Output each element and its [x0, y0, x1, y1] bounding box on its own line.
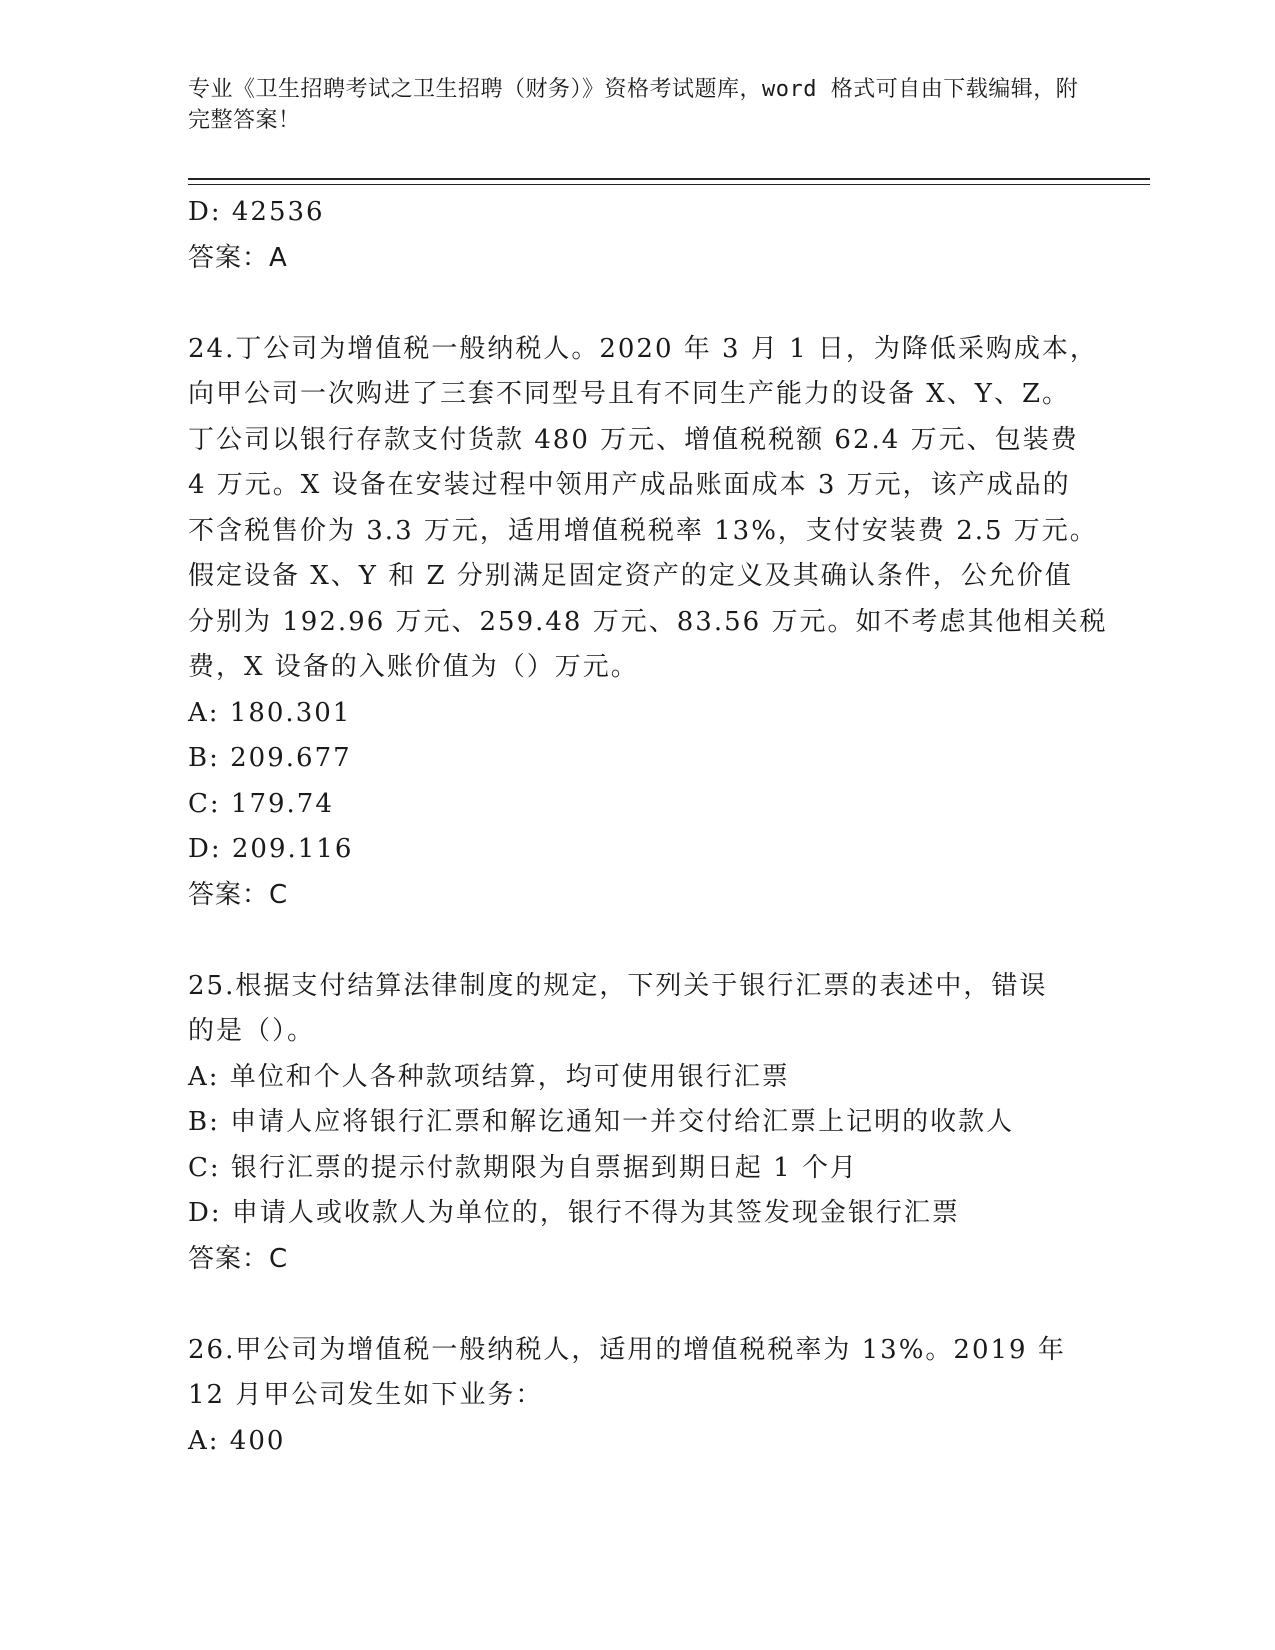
question-24-line: 不含税售价为 3.3 万元，适用增值税税率 13%，支付安装费 2.5 万元。 [188, 515, 1098, 546]
header-divider-thick [188, 178, 1150, 180]
document-body [188, 190, 1108, 1464]
question-25-line: 25.根据支付结算法律制度的规定，下列关于银行汇票的表述中，错误 [188, 970, 1048, 1001]
prev-answer: 答案：A [188, 242, 288, 273]
spacer [188, 918, 1088, 964]
question-24-line: 假定设备 X、Y 和 Z 分别满足固定资产的定义及其确认条件，公允价值 [188, 561, 1073, 591]
question-25-option-b: B: 申请人应将银行汇票和解讫通知一并交付给汇票上记明的收款人 [188, 1107, 1015, 1137]
question-26-line: 26.甲公司为增值税一般纳税人，适用的增值税税率为 13%。2019 年 [188, 1334, 1066, 1365]
question-24-option-b: B: 209.677 [188, 743, 352, 773]
question-25 [188, 964, 1088, 1283]
question-26-line: 12 月甲公司发生如下业务： [188, 1380, 544, 1410]
question-26-option-a: A: 400 [188, 1425, 286, 1456]
question-24-line: 费，X 设备的入账价值为（）万元。 [188, 652, 639, 682]
question-24-line: 丁公司以银行存款支付货款 480 万元、增值税税额 62.4 万元、包装费 [188, 424, 1079, 455]
question-24-option-d: D: 209.116 [188, 834, 354, 864]
question-24-line: 4 万元。X 设备在安装过程中领用产成品账面成本 3 万元，该产成品的 [188, 470, 1071, 500]
question-25-option-c: C: 银行汇票的提示付款期限为自票据到期日起 1 个月 [188, 1152, 858, 1183]
document-header: 专业《卫生招聘考试之卫生招聘（财务）》资格考试题库，word 格式可自由下载编辑，附完整答案！ [188, 77, 1079, 133]
spacer [188, 281, 1088, 327]
question-24-option-a: A: 180.301 [188, 697, 352, 728]
question-24 [188, 327, 1108, 919]
question-25-line: 的是（）。 [188, 1016, 316, 1046]
question-25-option-a: A: 单位和个人各种款项结算，均可使用银行汇票 [188, 1061, 790, 1092]
question-26 [188, 1328, 1088, 1465]
question-24-line: 24.丁公司为增值税一般纳税人。2020 年 3 月 1 日，为降低采购成本， [188, 333, 1098, 364]
question-24-answer: 答案：C [188, 879, 289, 910]
header-divider-thin [188, 184, 1150, 185]
question-24-line: 分别为 192.96 万元、259.48 万元、83.56 万元。如不考虑其他相关税 [188, 606, 1108, 637]
prev-option-d: D: 42536 [188, 197, 325, 227]
spacer [188, 1282, 1088, 1328]
question-24-option-c: C: 179.74 [188, 788, 334, 819]
question-25-answer: 答案：C [188, 1243, 289, 1274]
question-24-line: 向甲公司一次购进了三套不同型号且有不同生产能力的设备 X、Y、Z。 [188, 379, 1071, 409]
question-25-option-d: D: 申请人或收款人为单位的，银行不得为其签发现金银行汇票 [188, 1198, 960, 1228]
